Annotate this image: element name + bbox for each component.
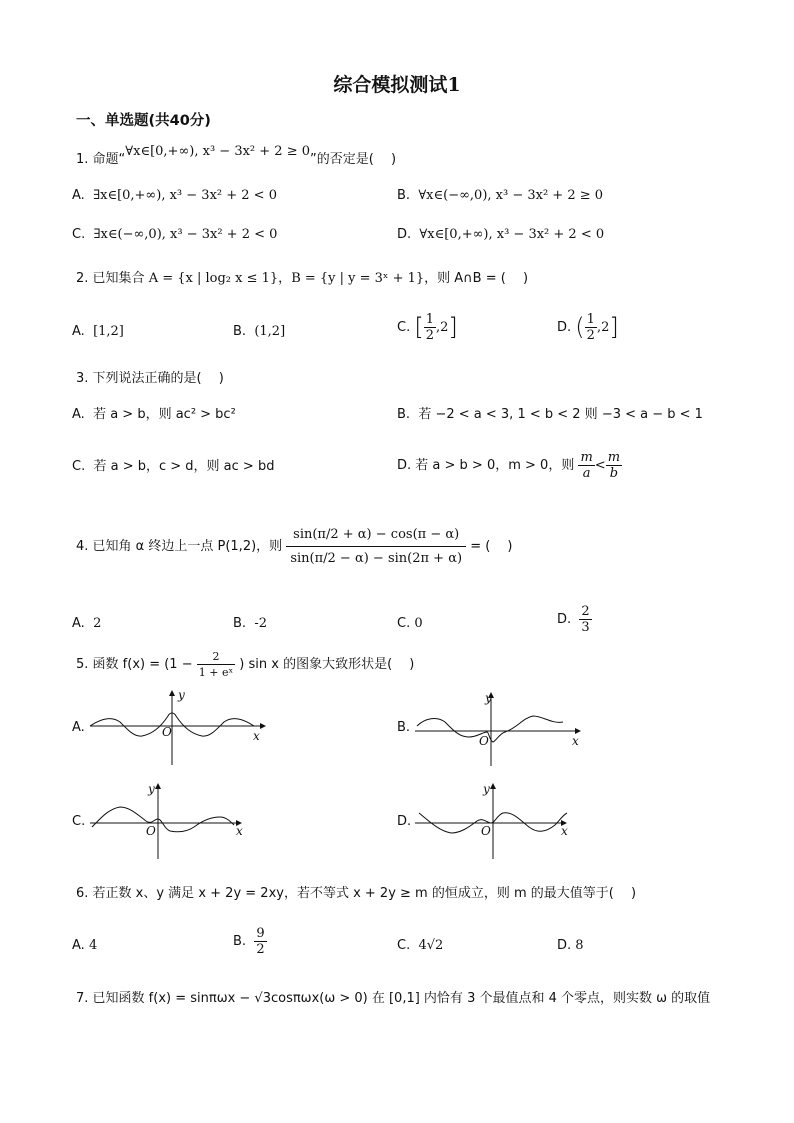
q5-option-c-label[interactable]: C. — [72, 814, 86, 829]
q5-d-x-label: x — [561, 824, 568, 838]
q4-option-b[interactable]: B. -2 — [233, 616, 267, 631]
question-5-stem: 5. 函数 f(x) = (1 − $\frac{2}{\text{1 + eˣ}}$ ) sin x 的图象大致形状是( ) — [76, 650, 415, 679]
q2-option-b[interactable]: B. (1,2] — [233, 324, 286, 339]
question-2-stem: 2. 已知集合 A = {x | log₂ x ≤ 1}，B = {y | y = 3ˣ + 1}，则 A∩B = ( ) — [76, 271, 529, 286]
q2-set-a: A = {x | log₂ x ≤ 1} — [148, 271, 279, 286]
section-heading: 一、单选题(共40分) — [76, 113, 211, 129]
q3-option-d[interactable]: D. 若 a > b > 0，m > 0，则 $\frac{m}{a}$ < $\frac{m}{b}$ — [397, 450, 621, 481]
q5-graph-d[interactable] — [415, 783, 595, 863]
q2-set-b: B = {y | y = 3ˣ + 1} — [291, 271, 425, 286]
q5-a-x-label: x — [253, 729, 260, 743]
q2-option-c[interactable]: C. [ $\frac{1}{2}$ ,2] — [397, 312, 458, 343]
q5-a-y-label: y — [178, 688, 185, 702]
q5-option-d-label[interactable]: D. — [397, 814, 412, 829]
q5-c-x-label: x — [236, 824, 243, 838]
q2-option-d[interactable]: D. ( $\frac{1}{2}$ ,2] — [557, 312, 619, 343]
q3-option-c[interactable]: C. 若 a > b，c > d，则 ac > bd — [72, 459, 275, 474]
q5-c-y-label: y — [148, 782, 155, 796]
q1-stem-math: ∀x∈[0,+∞), x³ − 3x² + 2 ≥ 0 — [125, 144, 310, 159]
question-6-stem: 6. 若正数 x、y 满足 x + 2y = 2xy，若不等式 x + 2y ≥ m 的恒成立，则 m 的最大值等于( ) — [76, 886, 637, 901]
q5-b-y-label: y — [485, 691, 492, 705]
q5-graph-c[interactable] — [90, 783, 270, 863]
q5-b-x-label: x — [572, 734, 579, 748]
q3-option-a[interactable]: A. 若 a > b，则 ac² > bc² — [72, 407, 236, 422]
q6-option-b[interactable]: B. $\frac{9}{2}$ — [233, 926, 265, 957]
q1-option-a[interactable]: A. ∃x∈[0,+∞), x³ − 3x² + 2 < 0 — [72, 188, 277, 203]
q1-option-c[interactable]: C. ∃x∈(−∞,0), x³ − 3x² + 2 < 0 — [72, 227, 278, 242]
q5-option-b-label[interactable]: B. — [397, 720, 411, 735]
q4-big-fraction — [286, 523, 466, 570]
q5-fraction: $\frac{2}{\text{1 + eˣ}}$ — [198, 650, 234, 679]
q4-option-c[interactable]: C. 0 — [397, 616, 423, 631]
q1-option-d[interactable]: D. ∀x∈[0,+∞), x³ − 3x² + 2 < 0 — [397, 227, 605, 242]
q5-a-origin-label: O — [162, 725, 172, 739]
q4-denominator: sin(π/2 − α) − sin(2π + α) — [290, 551, 463, 566]
q6-b-fraction: $\frac{9}{2}$ — [256, 926, 265, 957]
question-7-stem: 7. 已知函数 f(x) = sinπωx − √3cosπωx(ω > 0) 在 [0,1] 内恰有 3 个最值点和 4 个零点，则实数 ω 的取值 — [76, 991, 711, 1006]
q2-c-fraction: $\frac{1}{2}$ — [425, 312, 435, 343]
question-4-stem: 4. 已知角 α 终边上一点 P(1,2)，则 $\frac{\sin(\pi/2 + \alpha) - \cos(\pi - \alpha)}{\sin(\pi/2 - \alpha) - \sin(2\pi + \alpha)}$ = ( ) — [76, 523, 513, 570]
q2-d-fraction: $\frac{1}{2}$ — [586, 312, 595, 343]
q6-option-c[interactable]: C. 4√2 — [397, 938, 444, 953]
q6-option-d[interactable]: D. 8 — [557, 938, 584, 953]
q5-graph-b[interactable] — [415, 690, 595, 770]
question-1-stem — [76, 144, 397, 169]
q5-c-origin-label: O — [146, 824, 156, 838]
question-3-stem: 3. 下列说法正确的是( ) — [76, 371, 224, 386]
q1-stem-pre: 1. 命题“ — [76, 152, 126, 167]
q4-numerator: sin(π/2 + α) − cos(π − α) — [286, 523, 466, 547]
q4-option-d[interactable]: D. $\frac{2}{3}$ — [557, 604, 590, 635]
q4-d-fraction: $\frac{2}{3}$ — [581, 604, 590, 635]
q3-d-fraction-left: $\frac{m}{a}$ — [580, 450, 593, 481]
q5-d-y-label: y — [483, 782, 490, 796]
q5-option-a-label[interactable]: A. — [72, 720, 85, 735]
q3-d-fraction-right: $\frac{m}{b}$ — [607, 450, 621, 481]
q5-b-origin-label: O — [479, 734, 489, 748]
q6-option-a[interactable]: A. 4 — [72, 938, 98, 953]
q2-option-a[interactable]: A. [1,2] — [72, 324, 124, 339]
q1-option-b[interactable]: B. ∀x∈(−∞,0), x³ − 3x² + 2 ≥ 0 — [397, 188, 604, 203]
q4-option-a[interactable]: A. 2 — [72, 616, 102, 631]
q1-stem-post: ”的否定是( ) — [310, 152, 397, 167]
q3-option-b[interactable]: B. 若 −2 < a < 3, 1 < b < 2 则 −3 < a − b < 1 — [397, 407, 703, 422]
q5-graph-a[interactable] — [90, 690, 270, 770]
page-title: 综合模拟测试1 — [333, 74, 461, 96]
q5-d-origin-label: O — [481, 824, 491, 838]
